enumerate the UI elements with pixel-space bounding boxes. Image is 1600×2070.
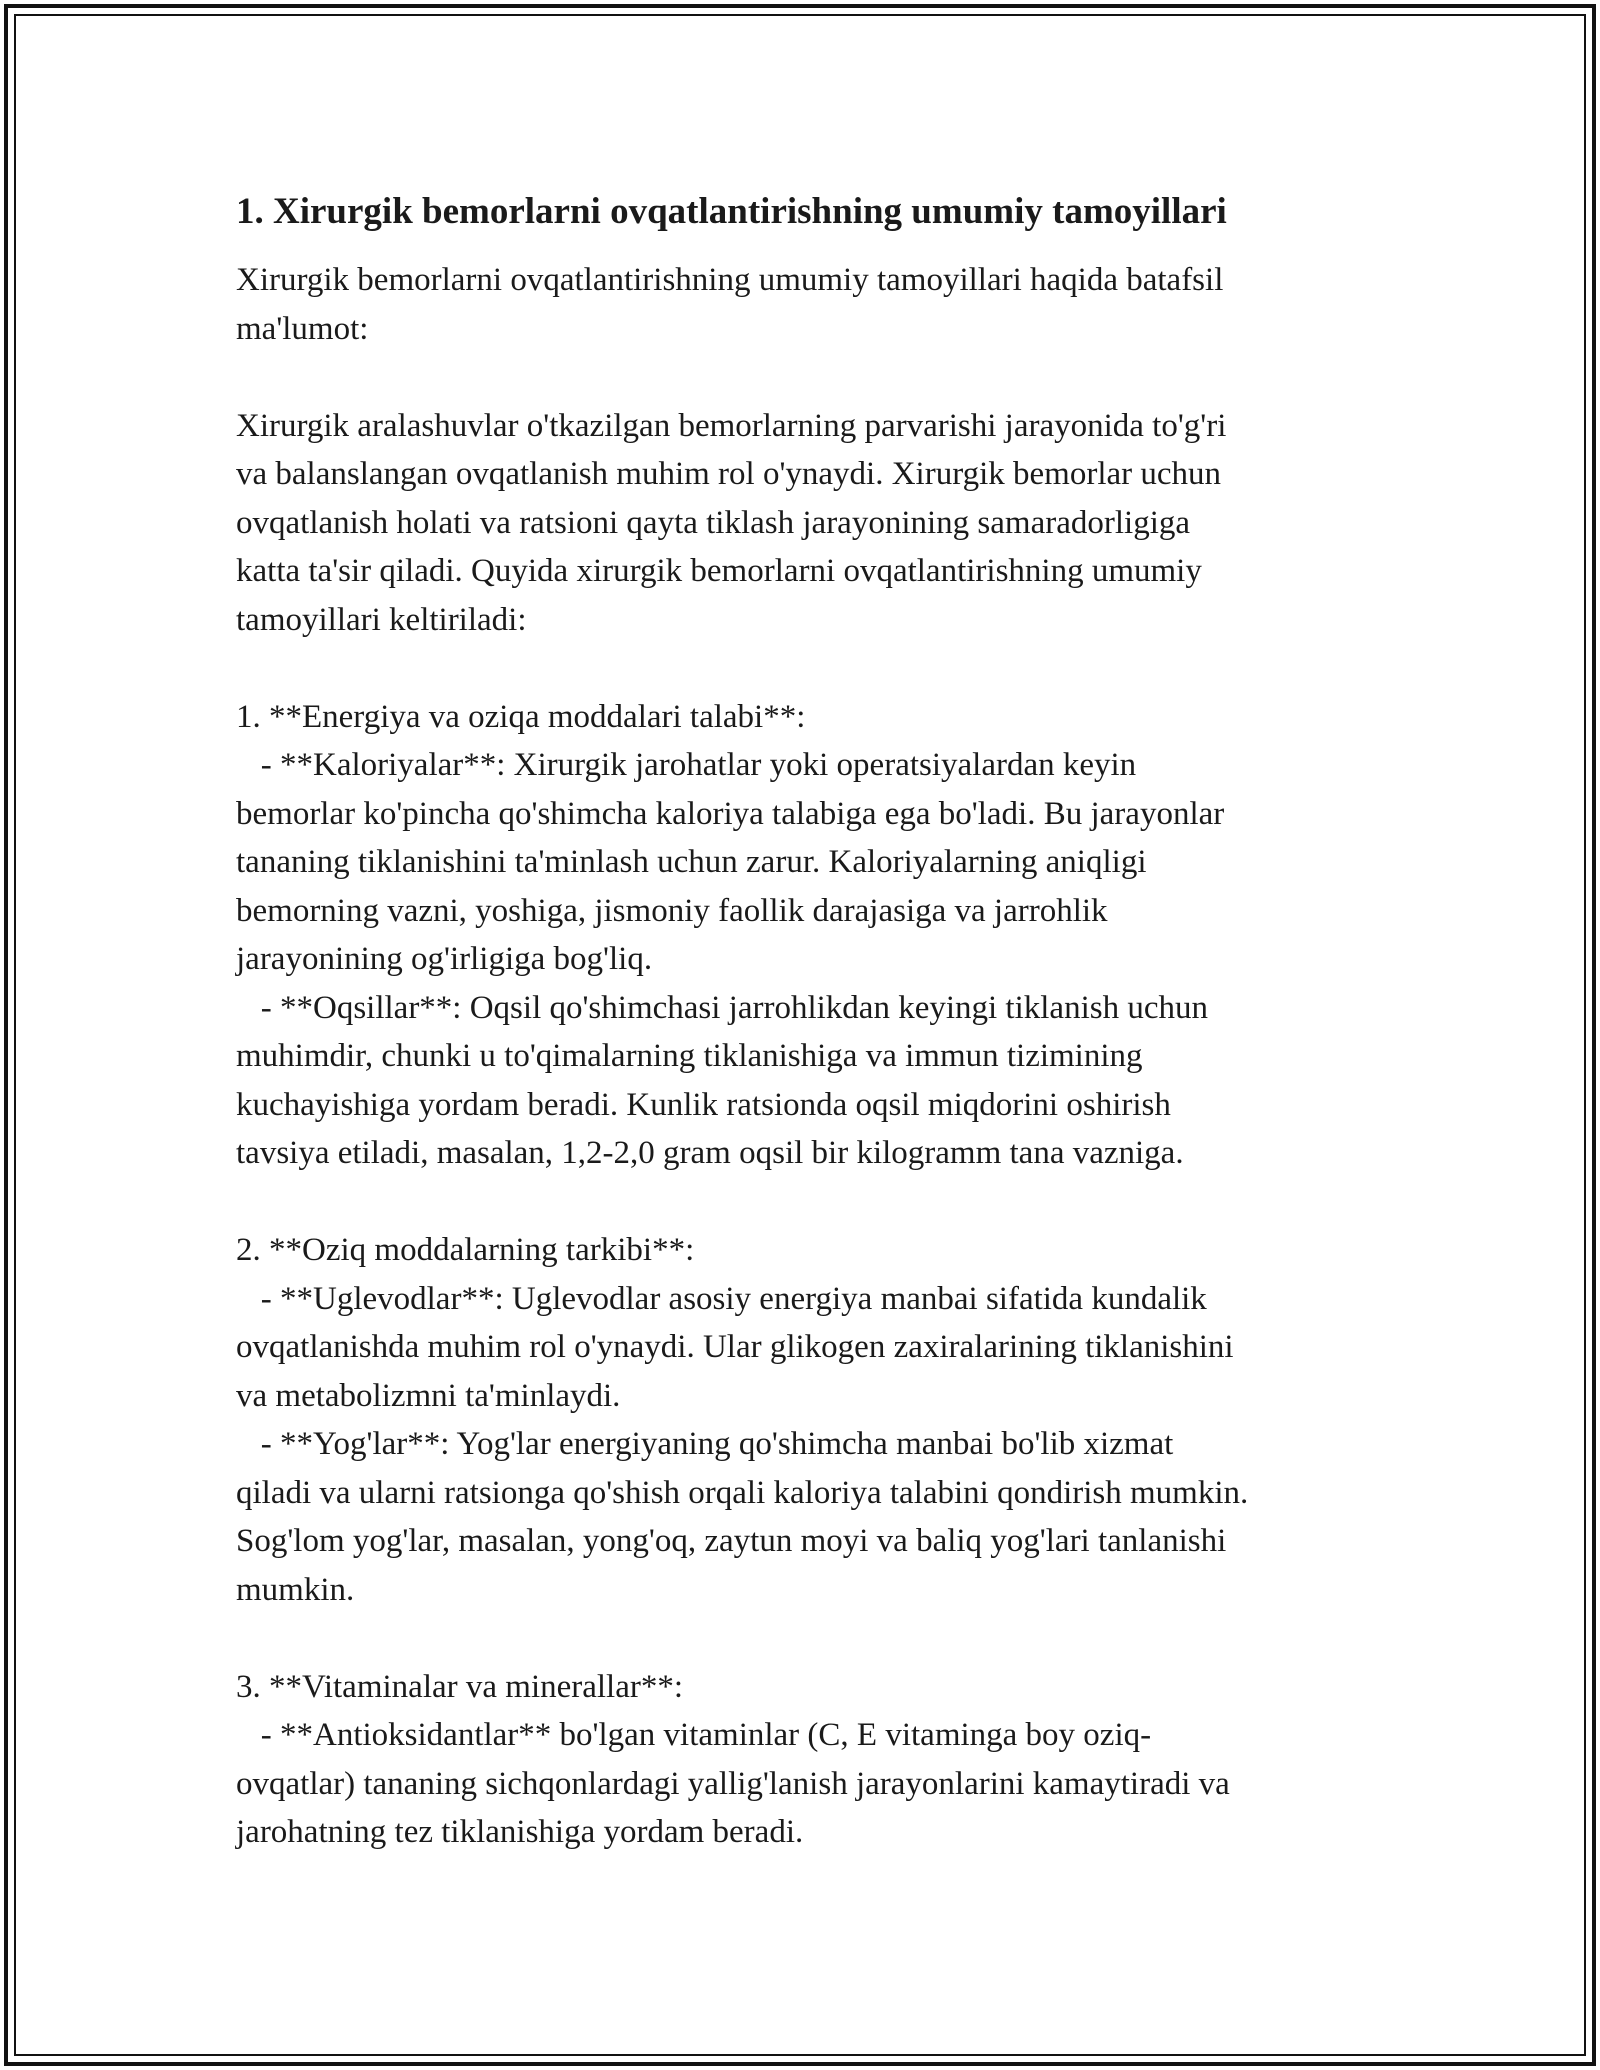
section-vitamins-minerals [236, 1663, 1366, 1857]
text-line: ovqatlanishda muhim rol o'ynaydi. Ular glikogen zaxiralarining tiklanishini [236, 1329, 1234, 1365]
text-line: - **Yog'lar**: Yog'lar energiyaning qo'shimcha manbai bo'lib xizmat [236, 1426, 1174, 1462]
section-heading-line: 1. **Energiya va oziqa moddalari talabi**: [236, 698, 806, 735]
text-line: muhimdir, chunki u to'qimalarning tiklanishiga va immun tizimining [236, 1038, 1143, 1074]
text-line: jarayonining og'irligiga bog'liq. [236, 941, 653, 977]
text-line: va balanslangan ovqatlanish muhim rol o'ynaydi. Xirurgik bemorlar uchun [236, 456, 1222, 492]
text-line: - **Uglevodlar**: Uglevodlar asosiy energiya manbai sifatida kundalik [236, 1280, 1207, 1317]
text-line: - **Kaloriyalar**: Xirurgik jarohatlar yoki operatsiyalardan keyin [236, 747, 1137, 783]
text-line: qiladi va ularni ratsionga qo'shish orqali kaloriya talabini qondirish mumkin. [236, 1474, 1249, 1511]
section-nutrient-composition [236, 1226, 1366, 1614]
text-line: bemorning vazni, yoshiga, jismoniy faollik darajasiga va jarrohlik [236, 892, 1108, 929]
text-line: bemorlar ko'pincha qo'shimcha kaloriya talabiga ega bo'ladi. Bu jarayonlar [236, 795, 1225, 832]
paragraph-gap [236, 644, 1366, 693]
text-line: - **Oqsillar**: Oqsil qo'shimchasi jarrohlikdan keyingi tiklanish uchun [236, 989, 1208, 1026]
intro-paragraph [236, 256, 1366, 353]
document-title: 1. Xirurgik bemorlarni ovqatlantirishning umumiy tamoyillari [236, 191, 1227, 232]
text-line: Xirurgik aralashuvlar o'tkazilgan bemorlarning parvarishi jarayonida to'g'ri [236, 407, 1227, 444]
text-line: katta ta'sir qiladi. Quyida xirurgik bemorlarni ovqatlantirishning umumiy [236, 553, 1202, 589]
text-line: ma'lumot: [236, 310, 369, 347]
text-line: mumkin. [236, 1571, 355, 1608]
text-line: ovqatlar) tananing sichqonlardagi yallig'lanish jarayonlarini kamaytiradi va [236, 1765, 1230, 1802]
paragraph-gap [236, 353, 1366, 402]
section-heading-line: 2. **Oziq moddalarning tarkibi**: [236, 1232, 695, 1268]
text-line: - **Antioksidantlar** bo'lgan vitaminlar (C, E vitaminga boy oziq- [236, 1717, 1152, 1753]
paragraph-gap [236, 1178, 1366, 1227]
text-line: tamoyillari keltiriladi: [236, 601, 527, 638]
document-body [236, 186, 1366, 1857]
text-line: tavsiya etiladi, masalan, 1,2-2,0 gram oqsil bir kilogramm tana vazniga. [236, 1135, 1184, 1171]
section-heading-line: 3. **Vitaminalar va minerallar**: [236, 1668, 684, 1705]
text-line: Sog'lom yog'lar, masalan, yong'oq, zaytun moyi va baliq yog'lari tanlanishi [236, 1523, 1227, 1559]
text-line: Xirurgik bemorlarni ovqatlantirishning umumiy tamoyillari haqida batafsil [236, 262, 1224, 298]
text-line: kuchayishiga yordam beradi. Kunlik ratsionda oqsil miqdorini oshirish [236, 1086, 1171, 1123]
section-energy-nutrients [236, 693, 1366, 1178]
overview-paragraph [236, 402, 1366, 645]
paragraph-gap [236, 1614, 1366, 1663]
text-line: tananing tiklanishini ta'minlash uchun zarur. Kaloriyalarning aniqligi [236, 844, 1147, 880]
text-line: ovqatlanish holati va ratsioni qayta tiklash jarayonining samaradorligiga [236, 504, 1191, 541]
text-line: jarohatning tez tiklanishiga yordam beradi. [236, 1814, 804, 1850]
text-line: va metabolizmni ta'minlaydi. [236, 1377, 621, 1414]
